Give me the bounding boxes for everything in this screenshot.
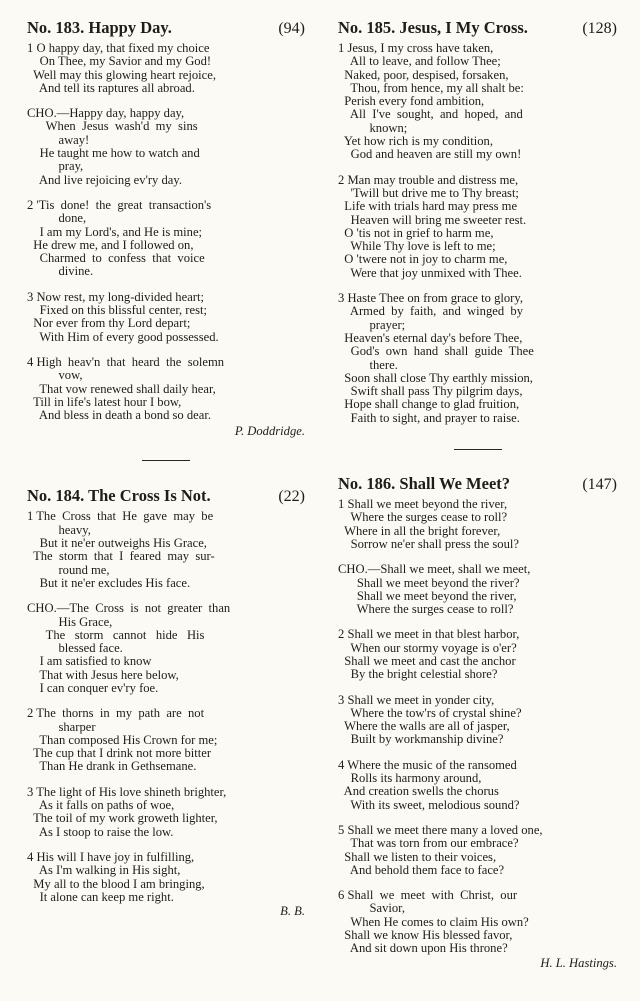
stanza-2: [27, 707, 305, 773]
hymn-183: [27, 18, 305, 438]
verse-line: Built by workmanship divine?: [338, 732, 504, 747]
verse-line: 1 Jesus, I my cross have taken,: [338, 41, 494, 55]
verse-line: When our stormy voyage is o'er?: [338, 640, 517, 655]
verse-line: Soon shall close Thy earthly mission,: [338, 370, 533, 385]
verse-line: The storm that I feared may sur-: [27, 549, 215, 564]
stanza-2: [27, 199, 305, 279]
verse-line: Well may this glowing heart rejoice,: [27, 67, 217, 82]
verse-line: 3 Shall we meet in yonder city,: [338, 692, 495, 707]
verse-line: 2 Man may trouble and distress me,: [338, 172, 519, 187]
hymn-title-text: No. 186. Shall We Meet?: [338, 474, 511, 494]
verse-line: While Thy love is left to me;: [338, 239, 496, 254]
verse-line: All to leave, and follow Thee;: [338, 54, 501, 69]
verse-line: Swift shall pass Thy pilgrim days,: [338, 384, 523, 399]
verse-line: 6 Shall we meet with Christ, our: [338, 888, 518, 903]
verse-line: As I'm walking in His sight,: [27, 863, 181, 878]
stanza-3: [27, 786, 305, 839]
hymn-title: [27, 18, 305, 39]
verse-line: 4 High heav'n that heard the solemn: [27, 354, 225, 369]
stanza-1: [338, 42, 617, 162]
verse-line: As it falls on paths of woe,: [27, 798, 175, 813]
verse-line: 2 Shall we meet in that blest harbor,: [338, 627, 520, 642]
verse-line: By the bright celestial shore?: [338, 667, 498, 682]
verse-line: done,: [27, 211, 87, 226]
verse-line: And behold them face to face?: [338, 862, 505, 877]
verse-line: 3 Haste Thee on from grace to glory,: [338, 291, 523, 306]
verse-line: Than composed His Crown for me;: [27, 732, 218, 747]
hymn-title-text: No. 184. The Cross Is Not.: [27, 486, 211, 506]
chorus: [27, 602, 305, 695]
verse-line: away!: [27, 132, 90, 147]
verse-line: CHO.—Shall we meet, shall we meet,: [338, 562, 531, 577]
verse-line: Life with trials hard may press me: [338, 199, 518, 214]
verse-line: 4 His will I have joy in fulfilling,: [27, 849, 195, 864]
verse-line: round me,: [27, 562, 110, 577]
verse-line: My all to the blood I am bringing,: [27, 876, 205, 891]
chorus: [27, 107, 305, 187]
verse-line: 2 'Tis done! the great transaction's: [27, 197, 212, 212]
verse-line: All I've sought, and hoped, and: [338, 107, 523, 122]
hymn-title: [338, 18, 617, 39]
verse-line: Perish every fond ambition,: [338, 94, 485, 109]
verse-line: On Thee, my Savior and my God!: [27, 54, 212, 69]
verse-line: Heaven will bring me sweeter rest.: [338, 212, 527, 227]
verse-line: Where the tow'rs of crystal shine?: [338, 705, 522, 720]
verse-line: 4 Where the music of the ransomed: [338, 757, 517, 772]
verse-line: It alone can keep me right.: [27, 889, 174, 904]
verse-line: And creation swells the chorus: [338, 784, 499, 799]
verse-line: 3 The light of His love shineth brighter,: [27, 784, 227, 799]
verse-line: Shall we meet beyond the river,: [338, 588, 517, 603]
verse-line: Hope shall change to glad fruition,: [338, 397, 520, 412]
stanza-4: [27, 851, 305, 904]
author-credit: H. L. Hastings.: [540, 955, 617, 970]
tune-number: (147): [582, 476, 617, 494]
verse-line: And live rejoicing ev'ry day.: [27, 172, 182, 187]
author-credit: B. B.: [280, 904, 305, 919]
verse-line: His Grace,: [27, 614, 113, 629]
verse-line: Savior,: [338, 901, 406, 916]
verse-line: With Him of every good possessed.: [27, 329, 219, 344]
chorus: [338, 563, 617, 616]
verse-line: 1 The Cross that He gave may be: [27, 509, 214, 524]
verse-line: Armed by faith, and winged by: [338, 304, 524, 319]
verse-line: prayer;: [338, 317, 406, 332]
stanza-3: [27, 291, 305, 344]
verse-line: vow,: [27, 368, 83, 383]
author-credit: P. Doddridge.: [234, 424, 305, 439]
verse-line: I am satisfied to know: [27, 654, 152, 669]
verse-line: Faith to sight, and prayer to raise.: [338, 410, 520, 425]
verse-line: God and heaven are still my own!: [338, 147, 522, 162]
verse-line: O 'tis not in grief to harm me,: [338, 225, 494, 240]
tune-number: (22): [278, 488, 305, 506]
left-column: [27, 18, 305, 918]
verse-line: there.: [338, 357, 398, 372]
verse-line: 1 O happy day, that fixed my choice: [27, 41, 210, 55]
stanza-3: [338, 292, 617, 425]
hymn-title-text: No. 185. Jesus, I My Cross.: [338, 18, 528, 37]
verse-line: pray,: [27, 159, 84, 174]
tune-number: (94): [278, 20, 305, 37]
verse-line: CHO.—The Cross is not greater than: [27, 601, 231, 616]
verse-line: Were that joy unmixed with Thee.: [338, 265, 522, 280]
verse-line: Shall we listen to their voices,: [338, 849, 497, 864]
verse-line: He taught me how to watch and: [27, 146, 200, 161]
verse-line: With its sweet, melodious sound?: [338, 797, 520, 812]
verse-line: But it ne'er excludes His face.: [27, 575, 191, 590]
stanza-3: [338, 694, 617, 747]
stanza-2: [338, 628, 617, 681]
verse-line: divine.: [27, 264, 94, 279]
verse-line: And bless in death a bond so dear.: [27, 408, 211, 423]
verse-line: I can conquer ev'ry foe.: [27, 680, 159, 695]
verse-line: Shall we meet beyond the river?: [338, 575, 520, 590]
verse-line: When He comes to claim His own?: [338, 914, 529, 929]
hymn-184: [27, 486, 305, 918]
verse-line: Heaven's eternal day's before Thee,: [338, 330, 523, 345]
verse-line: Where the walls are all of jasper,: [338, 719, 510, 734]
verse-line: The storm cannot hide His: [27, 627, 205, 642]
verse-line: Till in life's latest hour I bow,: [27, 394, 182, 409]
verse-line: heavy,: [27, 522, 91, 537]
verse-line: God's own hand shall guide Thee: [338, 344, 534, 359]
stanza-5: [338, 824, 617, 877]
verse-line: And sit down upon His throne?: [338, 941, 508, 956]
stanza-2: [338, 174, 617, 280]
verse-line: O 'twere not in joy to charm me,: [338, 252, 508, 267]
verse-line: Naked, poor, despised, forsaken,: [338, 67, 509, 82]
verse-line: The cup that I drink not more bitter: [27, 746, 212, 761]
verse-line: That was torn from our embrace?: [338, 836, 519, 851]
verse-line: The toil of my work groweth lighter,: [27, 811, 218, 826]
verse-line: blessed face.: [27, 641, 123, 656]
verse-line: Where in all the bright forever,: [338, 523, 501, 538]
hymn-title: [338, 474, 617, 495]
verse-line: Nor ever from thy Lord depart;: [27, 316, 191, 331]
verse-line: When Jesus wash'd my sins: [27, 119, 198, 134]
verse-line: He drew me, and I followed on,: [27, 237, 194, 252]
stanza-4: [338, 759, 617, 812]
verse-line: Rolls its harmony around,: [338, 771, 482, 786]
verse-line: Where the surges cease to roll?: [338, 510, 508, 525]
verse-line: 5 Shall we meet there many a loved one,: [338, 822, 543, 837]
stanza-1: [338, 498, 617, 551]
verse-line: Thou, from hence, my all shalt be:: [338, 80, 524, 95]
stanza-1: [27, 42, 305, 95]
verse-line: sharper: [27, 719, 96, 734]
hymn-title: [27, 486, 305, 507]
verse-line: 1 Shall we meet beyond the river,: [338, 497, 508, 512]
stanza-4: [27, 356, 305, 422]
verse-line: Sorrow ne'er shall press the soul?: [338, 536, 519, 551]
hymn-185: [338, 18, 617, 425]
verse-line: That vow renewed shall daily hear,: [27, 381, 216, 396]
verse-line: Shall we know His blessed favor,: [338, 928, 513, 943]
verse-line: CHO.—Happy day, happy day,: [27, 106, 185, 121]
right-column: [338, 18, 617, 970]
verse-line: As I stoop to raise the low.: [27, 824, 174, 839]
verse-line: 3 Now rest, my long-divided heart;: [27, 289, 204, 304]
hymn-186: [338, 474, 617, 970]
verse-line: Fixed on this blissful center, rest;: [27, 303, 207, 318]
verse-line: I am my Lord's, and He is mine;: [27, 224, 203, 239]
stanza-6: [338, 889, 617, 955]
verse-line: 2 The thorns in my path are not: [27, 706, 205, 721]
verse-line: And tell its raptures all abroad.: [27, 80, 195, 95]
verse-line: Where the surges cease to roll?: [338, 602, 514, 617]
verse-line: 'Twill but drive me to Thy breast;: [338, 185, 519, 200]
verse-line: known;: [338, 120, 408, 135]
verse-line: Charmed to confess that voice: [27, 251, 205, 266]
verse-line: Shall we meet and cast the anchor: [338, 653, 516, 668]
stanza-1: [27, 510, 305, 590]
tune-number: (128): [582, 20, 617, 37]
verse-line: Than He drank in Gethsemane.: [27, 759, 197, 774]
verse-line: Yet how rich is my condition,: [338, 134, 493, 149]
hymn-title-text: No. 183. Happy Day.: [27, 18, 172, 37]
verse-line: That with Jesus here below,: [27, 667, 179, 682]
verse-line: But it ne'er outweighs His Grace,: [27, 536, 207, 551]
